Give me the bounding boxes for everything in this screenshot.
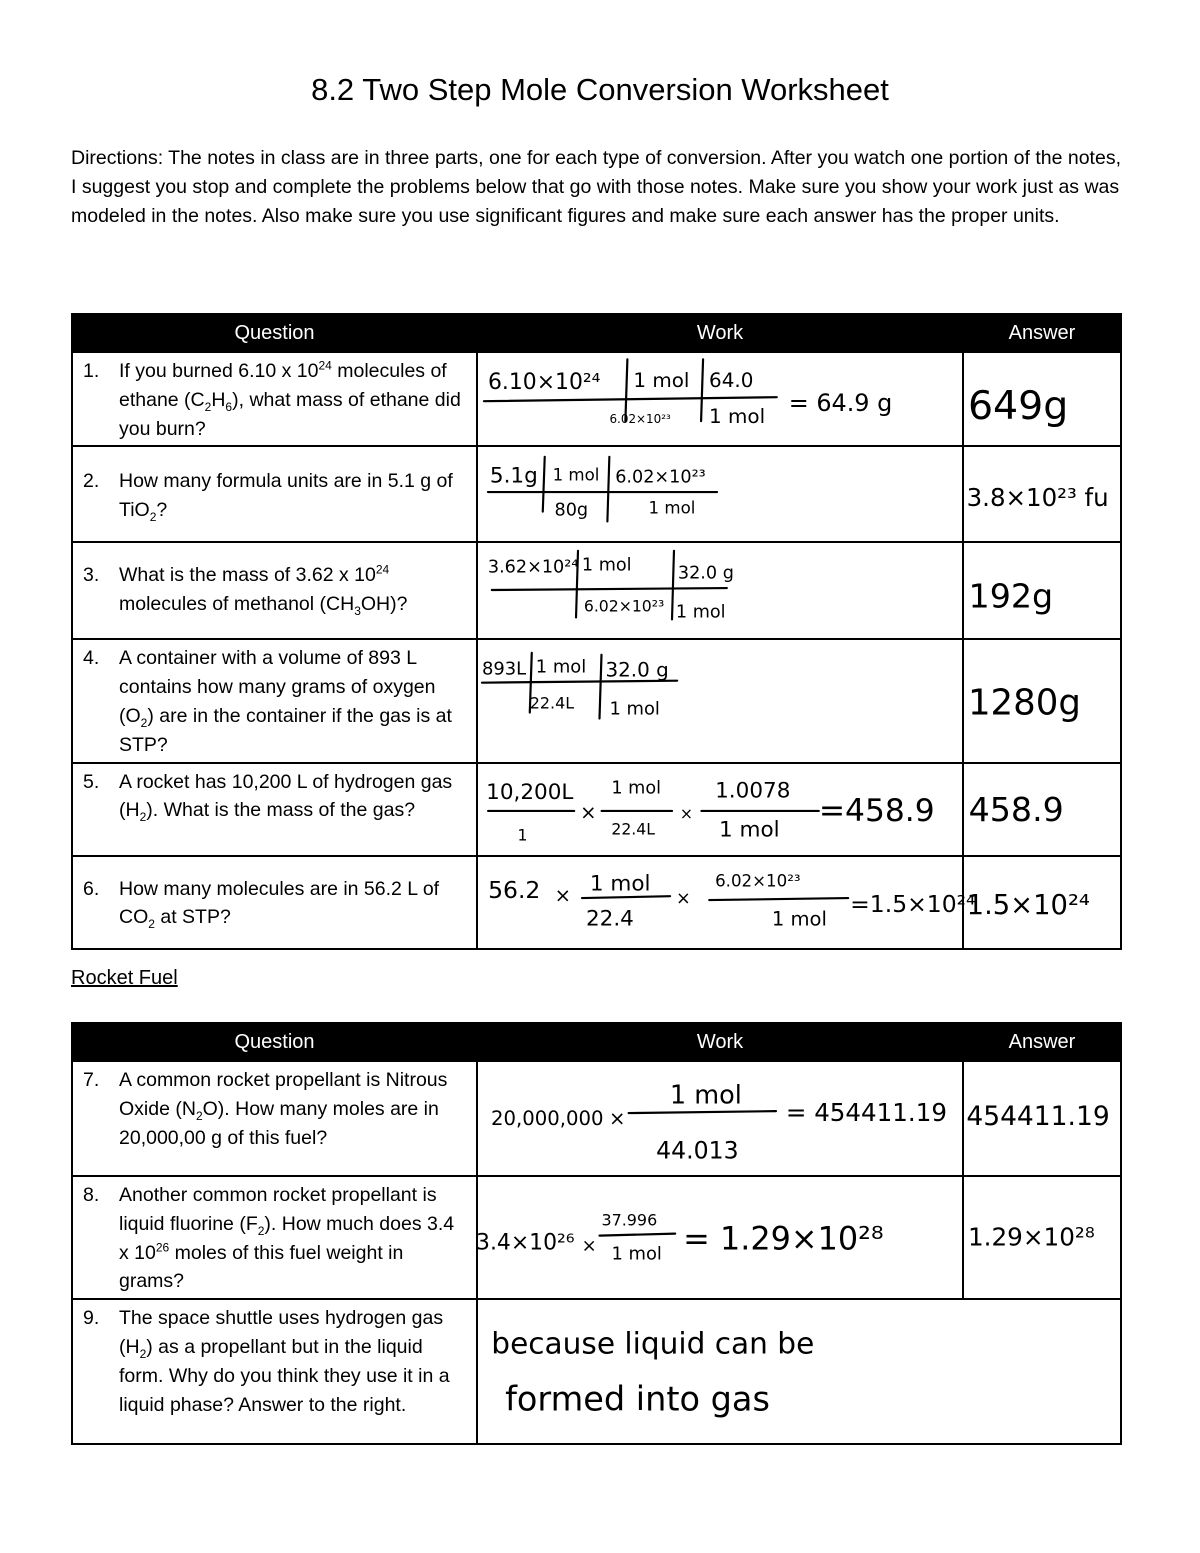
answer-line: formed into gas [505, 1379, 770, 1419]
times-sign: × [580, 800, 597, 824]
work-denominator: 80g [554, 500, 589, 521]
work-result: = 64.9 g [788, 389, 893, 418]
work-numerator: 1 mol [669, 1080, 742, 1111]
answer-line: because liquid can be [491, 1326, 815, 1361]
work-denominator: 44.013 [656, 1136, 739, 1165]
work-denominator: 6.02×10²³ [609, 412, 671, 427]
answer-value: 458.9 [968, 789, 1064, 829]
answer-cell [963, 639, 1121, 762]
table-row [72, 1176, 1121, 1299]
section-title-rocket-fuel: Rocket Fuel [71, 967, 178, 989]
question-cell [72, 1061, 477, 1176]
answer-cell [963, 763, 1121, 856]
answer-value: 454411.19 [966, 1100, 1110, 1132]
table-row [72, 856, 1121, 949]
work-numerator: 6.10×10²⁴ [487, 370, 601, 396]
times-sign: × [554, 883, 572, 907]
work-result: = 1.29×10²⁸ [683, 1219, 884, 1258]
answer-value: 649g [967, 382, 1069, 429]
work-numerator: 6.02×10²³ [715, 870, 801, 890]
times-sign: × [608, 1106, 626, 1130]
answer-value: 3.8×10²³ fu [966, 483, 1109, 513]
answer-cell [963, 352, 1121, 446]
work-cell [477, 542, 963, 639]
times-sign: × [581, 1235, 597, 1257]
work-result: = 454411.19 [785, 1097, 947, 1127]
work-cell [477, 1299, 1121, 1444]
work-numerator: 10,200L [486, 779, 574, 805]
work-numerator: 3.4×10²⁶ [476, 1230, 575, 1256]
work-denominator: 22.4L [611, 819, 655, 839]
answer-cell [963, 446, 1121, 542]
work-numerator: 32.0 g [605, 659, 669, 683]
answer-value: 192g [968, 577, 1054, 617]
handwritten-work [478, 857, 976, 948]
question-text: A rocket has 10,200 L of hydrogen gas $(H_2)$. What is the mass of the gas? [119, 770, 453, 825]
question-text: The space shuttle uses hydrogen gas $(H_2)$ as a propellant but in the liquid form. Why do you think they use it in a liquid phase? Answer to the right. [119, 1307, 450, 1416]
question-text: A common rocket propellant is Nitrous Oxide $(N_2O)$. How many moles are in 20,000,00 g of this fuel? [119, 1069, 448, 1149]
times-sign: × [675, 888, 691, 909]
work-numerator: 1 mol [552, 465, 600, 485]
work-numerator: 3.62×10²⁴ [487, 557, 579, 578]
work-numerator: 32.0 g [677, 563, 734, 584]
work-result: =1.5×10²⁴ [850, 889, 976, 918]
question-number: 1. [83, 360, 100, 382]
work-denominator: 6.02×10²³ [583, 596, 665, 616]
question-cell [72, 639, 477, 762]
question-text: How many molecules are in 56.2 L of $CO_2$ at STP? [119, 877, 440, 932]
work-numerator: 1 mol [611, 777, 662, 798]
question-cell [72, 1299, 477, 1444]
question-text: If you burned 6.10 x $10^{24}$ molecules of ethane $(C_2H_6)$, what mass of ethane did you burn? [119, 358, 461, 440]
question-cell [72, 856, 477, 949]
times-sign: × [679, 803, 693, 823]
table-row [72, 1299, 1121, 1444]
work-numerator: 1.0078 [715, 777, 791, 803]
work-numerator: 5.1g [489, 463, 538, 489]
work-denominator: 1 mol [675, 602, 726, 623]
handwritten-work [478, 353, 962, 445]
table-row [72, 1061, 1121, 1176]
work-denominator: 22.4L [529, 693, 575, 713]
work-cell [477, 1061, 963, 1176]
work-cell [477, 446, 963, 542]
question-number: 2. [83, 470, 100, 493]
questions-table-2 [71, 1022, 1122, 1445]
work-numerator: 1 mol [535, 657, 587, 679]
question-number: 7. [83, 1069, 100, 1091]
work-cell [477, 352, 963, 446]
question-text: A container with a volume of 893 L contains how many grams of oxygen $(O_2)$ are in the container if the gas is at STP? [119, 647, 452, 756]
work-numerator: 1 mol [589, 870, 651, 896]
handwritten-work [478, 543, 962, 638]
handwritten-work [478, 447, 962, 541]
questions-table-1 [71, 313, 1122, 950]
handwritten-work [478, 1177, 962, 1298]
question-number: 3. [83, 564, 100, 587]
work-denominator: 1 mol [709, 405, 766, 429]
question-text: What is the mass of 3.62 x $10^{24}$ molecules of methanol $(CH_3OH)$? [119, 562, 408, 619]
question-cell [72, 1176, 477, 1299]
work-cell [477, 763, 963, 856]
worksheet-title: 8.2 Two Step Mole Conversion Worksheet [311, 72, 889, 107]
question-cell [72, 542, 477, 639]
work-denominator: 1 mol [609, 698, 660, 720]
header-work: Work [477, 314, 963, 352]
table-row [72, 542, 1121, 639]
answer-value: 1.5×10²⁴ [966, 889, 1090, 921]
answer-value: 1280g [967, 682, 1081, 724]
work-denominator: 1 mol [719, 816, 780, 842]
table-row [72, 352, 1121, 446]
work-cell [477, 639, 963, 762]
header-question: Question [72, 1023, 477, 1061]
work-numerator: 37.996 [601, 1210, 658, 1230]
answer-value: 1.29×10²⁸ [967, 1222, 1095, 1252]
work-denominator: 1 mol [611, 1243, 662, 1265]
handwritten-work [478, 1062, 962, 1175]
directions-text: Directions: The notes in class are in three parts, one for each type of conversion. After you watch one portion of the notes, I suggest you stop and complete the problems below that go with those notes. Make sure you show your work just as was modeled in the notes. Also make sure you use significant figures and make sure each answer has the proper units. [71, 147, 1121, 227]
work-denominator: 22.4 [585, 906, 634, 932]
answer-cell [963, 1061, 1121, 1176]
work-numerator: 64.0 [709, 369, 754, 393]
table-row [72, 639, 1121, 762]
header-work: Work [477, 1023, 963, 1061]
handwritten-answer [478, 1300, 1120, 1443]
answer-cell [963, 1176, 1121, 1299]
work-numerator: 20,000,000 [491, 1106, 604, 1130]
header-question: Question [72, 314, 477, 352]
work-denominator: 1 mol [648, 498, 696, 518]
work-cell [477, 856, 976, 949]
question-number: 5. [83, 770, 100, 793]
work-numerator: 6.02×10²³ [615, 467, 706, 488]
question-text: How many formula units are in 5.1 g of TiO$_2$? [119, 470, 453, 525]
question-cell [72, 352, 477, 446]
header-answer: Answer [963, 1023, 1121, 1061]
handwritten-work [478, 640, 962, 761]
question-number: 6. [83, 877, 100, 900]
table-row [72, 446, 1121, 542]
answer-cell [963, 856, 1121, 949]
handwritten-work [478, 764, 962, 855]
question-cell [72, 446, 477, 542]
work-result: =458.9 [818, 792, 935, 829]
table-row [72, 763, 1121, 856]
work-numerator: 56.2 [488, 875, 541, 904]
question-number: 4. [83, 647, 100, 670]
work-denominator: 1 mol [771, 907, 827, 931]
question-cell [72, 763, 477, 856]
work-numerator: 1 mol [633, 369, 690, 393]
question-number: 9. [83, 1307, 100, 1330]
work-numerator: 1 mol [581, 555, 632, 576]
question-number: 8. [83, 1184, 100, 1206]
work-numerator: 893L [481, 659, 527, 681]
question-text: Another common rocket propellant is liquid fluorine $(F_2)$. How much does 3.4 x $10^{26}$ moles of this fuel weight in grams? [119, 1184, 455, 1293]
work-cell [477, 1176, 963, 1299]
work-denominator: 1 [517, 824, 528, 844]
header-answer: Answer [963, 314, 1121, 352]
answer-cell [963, 542, 1121, 639]
